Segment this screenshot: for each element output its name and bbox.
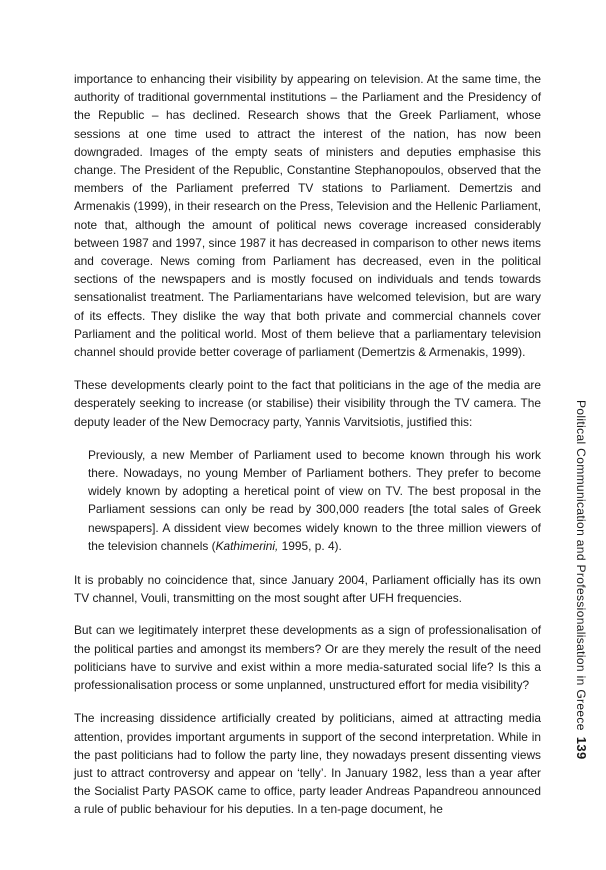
paragraph-1: importance to enhancing their visibility by appearing on television. At the same time, the authority of traditional governmental institutions – the Parliament and the Presidency of the Republic – has declined. Research shows that the Greek Parliament, whose sessions at one time used to attract the interest of the nation, has now been downgraded. Images of the empty seats of ministers and deputies emphasise this change. The President of the Republic, Constantine Stephanopoulos, observed that the members of the Parliament preferred TV stations to Parliament. Demertzis and Armenakis (1999), in their research on the Press, Television and the Hellenic Parliament, note that, although the amount of political news coverage increased considerably between 1987 and 1997, since 1987 it has decreased in comparison to other news items and coverage. News coming from Parliament has decreased, even in the political sections of the newspapers and is mostly focused on individuals and tends towards sensationalist treatment. The Parliamentarians have welcomed television, but are wary of its effects. They dislike the way that both private and commercial channels cover Parliament and the political world. Most of them believe that a parliamentary television channel should provide better coverage of parliament (Demertzis & Armenakis, 1999).: [74, 72, 541, 360]
paragraph-4: But can we legitimately interpret these developments as a sign of professionalisation of the political parties and amongst its members? Or are they merely the result of the need politicians have to survive and exist within a more media-saturated social life? Is this a professionalisation process or some unplanned, unstructured effort for media visibility?: [74, 623, 541, 693]
paragraph-2: These developments clearly point to the fact that politicians in the age of the media are desperately seeking to increase (or stabilise) their visibility through the TV camera. The deputy leader of the New Democracy party, Yannis Varvitsiotis, justified this:: [74, 378, 541, 429]
block-quote: [88, 446, 541, 555]
running-head-title: Political Communication and Professionalisation in Greece: [574, 400, 588, 731]
paragraph-5: The increasing dissidence artificially created by politicians, aimed at attracting media attention, provides important arguments in support of the second interpretation. While in the past politicians had to follow the party line, they nowadays present dissenting views just to attract controversy and appear on ‘telly’. In January 1982, less than a year after the Socialist Party PASOK came to office, party leader Andreas Papandreou announced a rule of public behaviour for his deputies. In a ten-page document, he: [74, 711, 541, 817]
page-number: 139: [574, 736, 589, 760]
quote-source: Kathimerini,: [215, 538, 279, 553]
paragraph-3: It is probably no coincidence that, since January 2004, Parliament officially has its own TV channel, Vouli, transmitting on the most sought after UFH frequencies.: [74, 573, 541, 606]
body-text: [74, 70, 541, 834]
quote-citation: 1995, p. 4).: [278, 538, 342, 553]
quote-text: Previously, a new Member of Parliament used to become known through his work there. Nowadays, no young Member of Parliament bothers. They prefer to become widely known by adopting a heretical point of view on TV. The best proposal in the Parliament sessions can only be read by 300,000 readers [the total sales of Greek newspapers]. A dissident view becomes widely known to the three million viewers of the television channels (: [88, 447, 541, 553]
